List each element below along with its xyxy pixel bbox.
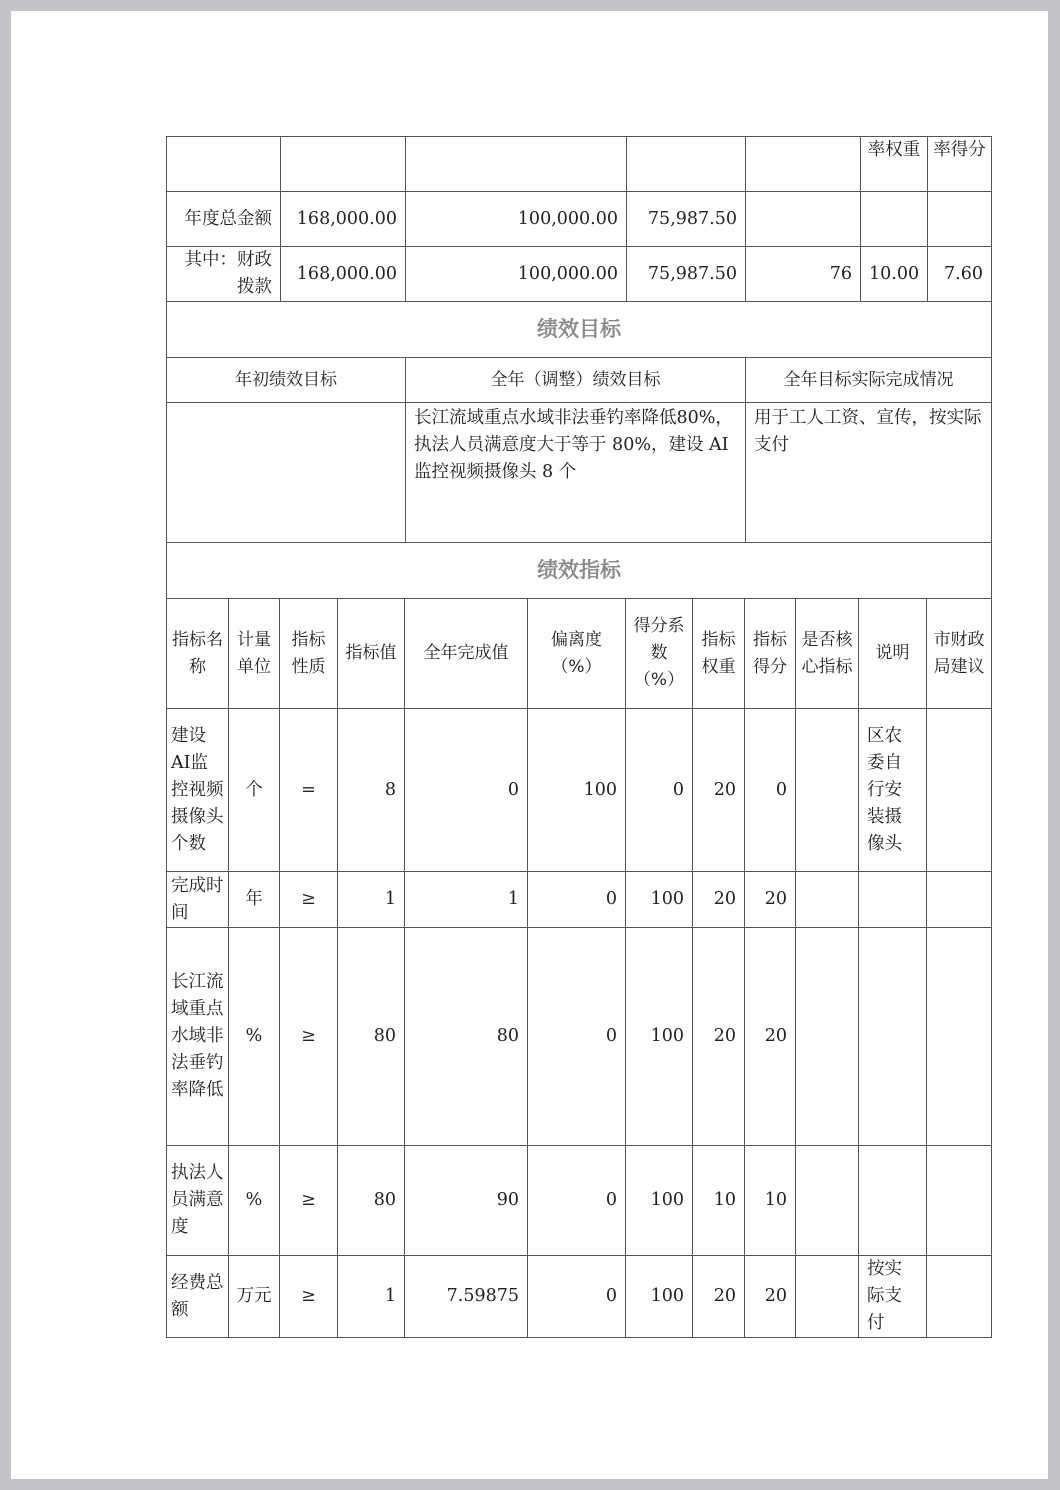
indicator-weight: 20 bbox=[693, 872, 745, 928]
indicator-note: 按实际支付 bbox=[859, 1256, 927, 1338]
indicators-header-row bbox=[167, 599, 992, 709]
header-nature: 指标性质 bbox=[280, 599, 338, 709]
indicator-coefficient: 100 bbox=[626, 1146, 693, 1256]
indicator-unit: 万元 bbox=[229, 1256, 280, 1338]
indicators-section-title: 绩效指标 bbox=[167, 543, 992, 599]
indicator-name: 经费总额 bbox=[167, 1256, 229, 1338]
header-coefficient: 得分系数（%） bbox=[626, 599, 693, 709]
indicator-unit: 个 bbox=[229, 709, 280, 872]
indicator-row bbox=[167, 709, 992, 872]
indicator-score: 10 bbox=[745, 1146, 796, 1256]
indicator-deviation: 0 bbox=[528, 928, 626, 1146]
indicator-coefficient: 0 bbox=[626, 709, 693, 872]
indicator-row bbox=[167, 928, 992, 1146]
header-deviation: 偏离度（%） bbox=[528, 599, 626, 709]
indicator-value: 80 bbox=[338, 928, 405, 1146]
indicator-name: 建设AI监控视频摄像头个数 bbox=[167, 709, 229, 872]
funding-row-label: 其中：财政拨款 bbox=[167, 247, 281, 302]
funding-row bbox=[167, 192, 992, 247]
weight-header: 率权重 bbox=[861, 137, 928, 192]
indicator-nature: ≥ bbox=[280, 1256, 338, 1338]
goals-content-row bbox=[167, 403, 992, 543]
indicator-value: 1 bbox=[338, 1256, 405, 1338]
header-value: 指标值 bbox=[338, 599, 405, 709]
adjusted-budget: 100,000.00 bbox=[406, 192, 627, 247]
executed-amount: 75,987.50 bbox=[627, 192, 746, 247]
header-advice: 市财政局建议 bbox=[927, 599, 992, 709]
indicator-name: 完成时间 bbox=[167, 872, 229, 928]
header-indicator-name: 指标名称 bbox=[167, 599, 229, 709]
indicator-weight: 20 bbox=[693, 1256, 745, 1338]
indicator-score: 20 bbox=[745, 928, 796, 1146]
indicator-name: 长江流域重点水域非法垂钓率降低 bbox=[167, 928, 229, 1146]
executed-amount: 75,987.50 bbox=[627, 247, 746, 302]
score-header: 率得分 bbox=[928, 137, 992, 192]
indicator-actual: 80 bbox=[405, 928, 528, 1146]
indicator-row bbox=[167, 872, 992, 928]
actual-completion-header: 全年目标实际完成情况 bbox=[746, 358, 992, 403]
indicator-score: 20 bbox=[745, 872, 796, 928]
indicator-deviation: 0 bbox=[528, 1146, 626, 1256]
indicator-actual: 1 bbox=[405, 872, 528, 928]
indicator-advice bbox=[927, 1146, 992, 1256]
indicator-advice bbox=[927, 709, 992, 872]
indicator-name: 执法人员满意度 bbox=[167, 1146, 229, 1256]
indicator-deviation: 0 bbox=[528, 1256, 626, 1338]
funding-header-blank bbox=[167, 137, 281, 192]
indicator-score: 0 bbox=[745, 709, 796, 872]
indicator-core bbox=[796, 872, 859, 928]
indicator-actual: 0 bbox=[405, 709, 528, 872]
indicator-value: 1 bbox=[338, 872, 405, 928]
goals-table bbox=[166, 301, 992, 543]
indicator-note bbox=[859, 872, 927, 928]
header-unit: 计量单位 bbox=[229, 599, 280, 709]
funding-table bbox=[166, 136, 992, 302]
adjusted-goal-header: 全年（调整）绩效目标 bbox=[406, 358, 746, 403]
header-actual: 全年完成值 bbox=[405, 599, 528, 709]
funding-header-blank bbox=[281, 137, 406, 192]
indicator-nature: ≥ bbox=[280, 1146, 338, 1256]
indicator-advice bbox=[927, 872, 992, 928]
document-page bbox=[11, 11, 1048, 1479]
header-core: 是否核心指标 bbox=[796, 599, 859, 709]
weight-value bbox=[861, 192, 928, 247]
indicator-nature: ≥ bbox=[280, 928, 338, 1146]
execution-rate bbox=[746, 192, 861, 247]
header-weight: 指标权重 bbox=[693, 599, 745, 709]
indicator-deviation: 100 bbox=[528, 709, 626, 872]
adjusted-budget: 100,000.00 bbox=[406, 247, 627, 302]
goals-header-row bbox=[167, 358, 992, 403]
indicator-coefficient: 100 bbox=[626, 928, 693, 1146]
indicator-unit: 年 bbox=[229, 872, 280, 928]
indicator-note: 区农委自行安装摄像头 bbox=[859, 709, 927, 872]
funding-header-row bbox=[167, 137, 992, 192]
actual-completion-text: 用于工人工资、宣传，按实际支付 bbox=[746, 403, 992, 543]
score-value bbox=[928, 192, 992, 247]
indicator-unit: % bbox=[229, 1146, 280, 1256]
indicator-coefficient: 100 bbox=[626, 872, 693, 928]
indicator-advice bbox=[927, 1256, 992, 1338]
adjusted-goal-text: 长江流域重点水域非法垂钓率降低80%，执法人员满意度大于等于 80%，建设 AI 监控视频摄像头 8 个 bbox=[406, 403, 746, 543]
indicator-deviation: 0 bbox=[528, 872, 626, 928]
goals-section-title: 绩效目标 bbox=[167, 302, 992, 358]
funding-header-blank bbox=[746, 137, 861, 192]
indicator-weight: 10 bbox=[693, 1146, 745, 1256]
header-score: 指标得分 bbox=[745, 599, 796, 709]
indicators-table bbox=[166, 542, 992, 1338]
funding-row bbox=[167, 247, 992, 302]
indicator-score: 20 bbox=[745, 1256, 796, 1338]
execution-rate: 76 bbox=[746, 247, 861, 302]
goals-title-row bbox=[167, 302, 992, 358]
indicator-core bbox=[796, 928, 859, 1146]
weight-value: 10.00 bbox=[861, 247, 928, 302]
indicator-row bbox=[167, 1256, 992, 1338]
indicator-nature: ≥ bbox=[280, 872, 338, 928]
header-note: 说明 bbox=[859, 599, 927, 709]
indicator-nature: = bbox=[280, 709, 338, 872]
indicator-coefficient: 100 bbox=[626, 1256, 693, 1338]
indicator-note bbox=[859, 928, 927, 1146]
indicator-actual: 90 bbox=[405, 1146, 528, 1256]
indicator-core bbox=[796, 1146, 859, 1256]
annual-budget: 168,000.00 bbox=[281, 192, 406, 247]
score-value: 7.60 bbox=[928, 247, 992, 302]
annual-budget: 168,000.00 bbox=[281, 247, 406, 302]
indicators-title-row bbox=[167, 543, 992, 599]
indicator-value: 80 bbox=[338, 1146, 405, 1256]
indicator-note bbox=[859, 1146, 927, 1256]
indicator-core bbox=[796, 1256, 859, 1338]
indicator-value: 8 bbox=[338, 709, 405, 872]
funding-header-blank bbox=[627, 137, 746, 192]
indicator-weight: 20 bbox=[693, 709, 745, 872]
funding-row-label: 年度总金额 bbox=[167, 192, 281, 247]
indicator-unit: % bbox=[229, 928, 280, 1146]
funding-header-blank bbox=[406, 137, 627, 192]
initial-goal-header: 年初绩效目标 bbox=[167, 358, 406, 403]
initial-goal-text bbox=[167, 403, 406, 543]
indicator-core bbox=[796, 709, 859, 872]
indicator-weight: 20 bbox=[693, 928, 745, 1146]
indicator-advice bbox=[927, 928, 992, 1146]
indicator-actual: 7.59875 bbox=[405, 1256, 528, 1338]
indicator-row bbox=[167, 1146, 992, 1256]
